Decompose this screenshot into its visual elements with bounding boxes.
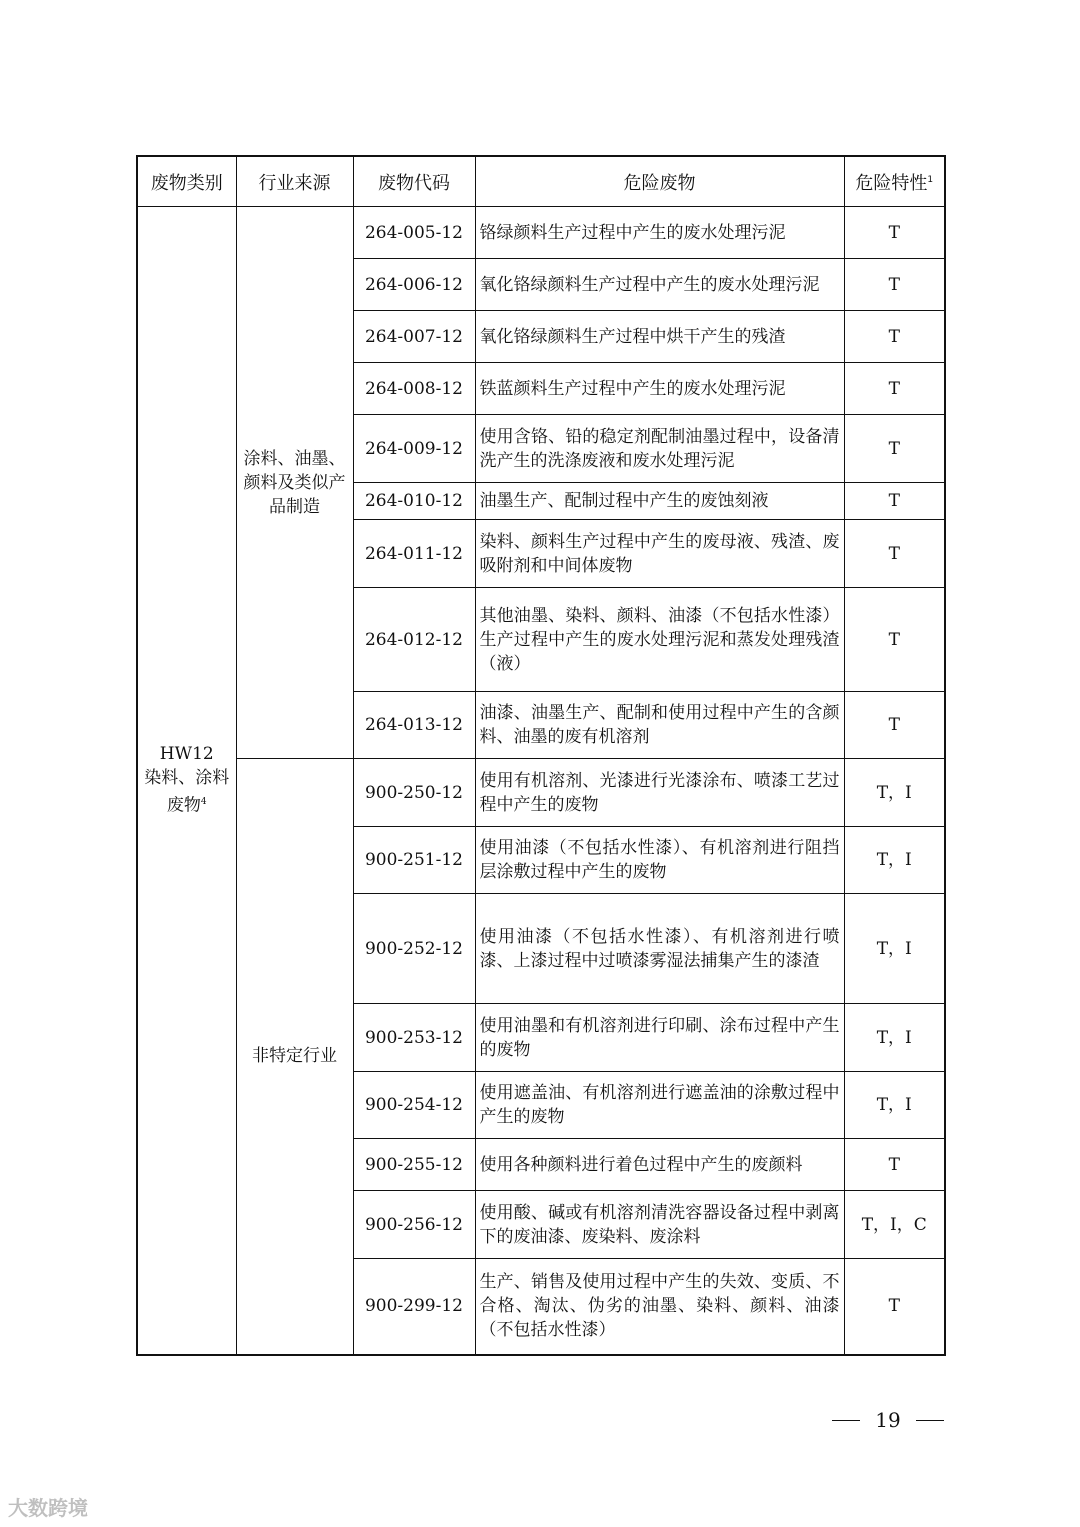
- waste-code: 264-011-12: [353, 520, 475, 588]
- table-row: [137, 759, 945, 827]
- waste-description: 铁蓝颜料生产过程中产生的废水处理污泥: [475, 363, 844, 415]
- waste-code: 900-253-12: [353, 1004, 475, 1072]
- hazard-property: T，I: [844, 759, 945, 827]
- hazard-property: T，I: [844, 827, 945, 894]
- waste-description: 使用酸、碱或有机溶剂清洗容器设备过程中剥离下的废油漆、废染料、废涂料: [475, 1191, 844, 1259]
- header-waste: 危险废物: [475, 156, 844, 207]
- hazard-property: T: [844, 1259, 945, 1355]
- waste-description: 铬绿颜料生产过程中产生的废水处理污泥: [475, 207, 844, 259]
- hazard-property: T，I: [844, 1072, 945, 1139]
- waste-code: 900-256-12: [353, 1191, 475, 1259]
- industry-source-cell: 非特定行业: [236, 759, 353, 1355]
- hazard-property: T: [844, 415, 945, 483]
- waste-description: 使用油漆（不包括水性漆）、有机溶剂进行喷漆、上漆过程中过喷漆雾湿法捕集产生的漆渣: [475, 894, 844, 1004]
- footnote-mark: 1: [927, 174, 934, 185]
- waste-code: 900-251-12: [353, 827, 475, 894]
- dash-left: [832, 1420, 860, 1421]
- industry-source-cell: 涂料、油墨、颜料及类似产品制造: [236, 207, 353, 759]
- category-code: HW12: [159, 744, 214, 765]
- waste-description: 使用有机溶剂、光漆进行光漆涂布、喷漆工艺过程中产生的废物: [475, 759, 844, 827]
- hazard-property: T，I: [844, 894, 945, 1004]
- waste-code: 264-013-12: [353, 692, 475, 759]
- hazard-property: T: [844, 363, 945, 415]
- waste-code: 264-012-12: [353, 588, 475, 692]
- waste-description: 使用油漆（不包括水性漆）、有机溶剂进行阻挡层涂敷过程中产生的废物: [475, 827, 844, 894]
- hazard-property: T: [844, 588, 945, 692]
- hazard-property: T: [844, 259, 945, 311]
- waste-code: 900-252-12: [353, 894, 475, 1004]
- waste-description: 油墨生产、配制过程中产生的废蚀刻液: [475, 483, 844, 520]
- waste-description: 使用遮盖油、有机溶剂进行遮盖油的涂敷过程中产生的废物: [475, 1072, 844, 1139]
- waste-category-cell: [137, 207, 236, 1355]
- footnote-mark: 4: [200, 797, 207, 808]
- header-code: 废物代码: [353, 156, 475, 207]
- table-header-row: [137, 156, 945, 207]
- watermark-text: 大数跨境: [8, 1496, 88, 1520]
- hazard-property: T: [844, 520, 945, 588]
- waste-code: 900-255-12: [353, 1139, 475, 1191]
- category-name: 染料、涂料废物: [144, 768, 230, 817]
- waste-description: 染料、颜料生产过程中产生的废母液、残渣、废吸附剂和中间体废物: [475, 520, 844, 588]
- waste-description: 使用含铬、铅的稳定剂配制油墨过程中，设备清洗产生的洗涤废液和废水处理污泥: [475, 415, 844, 483]
- waste-code: 264-009-12: [353, 415, 475, 483]
- waste-code: 264-007-12: [353, 311, 475, 363]
- hazard-property: T: [844, 692, 945, 759]
- page-number-footer: [832, 1408, 944, 1432]
- waste-code: 900-254-12: [353, 1072, 475, 1139]
- hazard-property: T: [844, 1139, 945, 1191]
- hazard-property: T，I: [844, 1004, 945, 1072]
- waste-code: 900-299-12: [353, 1259, 475, 1355]
- header-property: 危险特性$^1$: [844, 156, 945, 207]
- waste-description: 生产、销售及使用过程中产生的失效、变质、不合格、淘汰、伪劣的油墨、染料、颜料、油漆（不包括水性漆）: [475, 1259, 844, 1355]
- hazard-property: T: [844, 483, 945, 520]
- waste-code: 264-005-12: [353, 207, 475, 259]
- header-industry: 行业来源: [236, 156, 353, 207]
- hazardous-waste-table: [136, 155, 946, 1356]
- waste-code: 264-010-12: [353, 483, 475, 520]
- page-number: 19: [875, 1408, 901, 1432]
- hazard-property: T: [844, 207, 945, 259]
- waste-description: 油漆、油墨生产、配制和使用过程中产生的含颜料、油墨的废有机溶剂: [475, 692, 844, 759]
- waste-description: 使用油墨和有机溶剂进行印刷、涂布过程中产生的废物: [475, 1004, 844, 1072]
- dash-right: [916, 1420, 944, 1421]
- waste-code: 264-008-12: [353, 363, 475, 415]
- waste-code: 900-250-12: [353, 759, 475, 827]
- hazard-property: T: [844, 311, 945, 363]
- header-category: 废物类别: [137, 156, 236, 207]
- waste-description: 使用各种颜料进行着色过程中产生的废颜料: [475, 1139, 844, 1191]
- watermark-logo: [8, 1492, 88, 1521]
- waste-code: 264-006-12: [353, 259, 475, 311]
- table-row: [137, 207, 945, 259]
- waste-description: 氧化铬绿颜料生产过程中烘干产生的残渣: [475, 311, 844, 363]
- hazard-property: T，I，C: [844, 1191, 945, 1259]
- waste-description: 其他油墨、染料、颜料、油漆（不包括水性漆）生产过程中产生的废水处理污泥和蒸发处理残渣（液）: [475, 588, 844, 692]
- waste-description: 氧化铬绿颜料生产过程中产生的废水处理污泥: [475, 259, 844, 311]
